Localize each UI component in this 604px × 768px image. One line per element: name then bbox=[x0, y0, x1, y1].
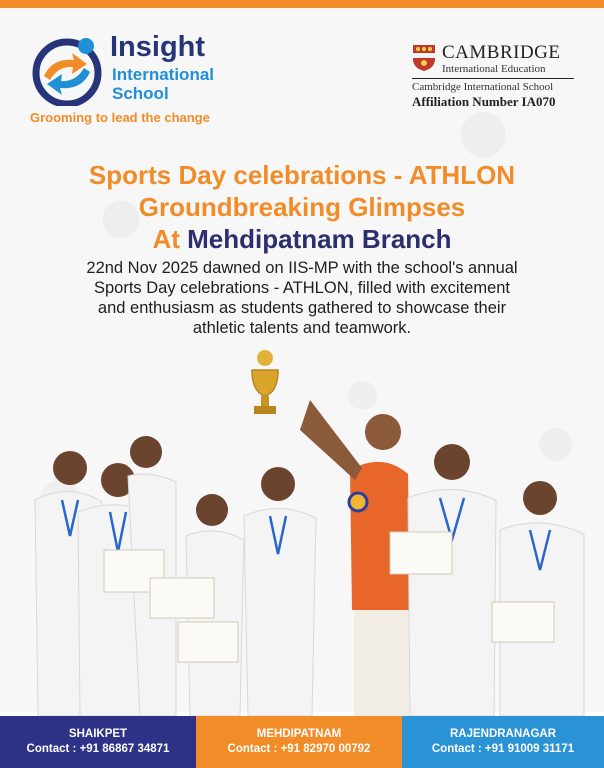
affiliation-number: Affiliation Number IA070 bbox=[412, 94, 556, 109]
headline-branch: Mehdipatnam Branch bbox=[187, 224, 452, 254]
headline-at: At bbox=[152, 224, 180, 254]
headline-line3 bbox=[0, 224, 604, 254]
cambridge-school-type: Cambridge International School bbox=[412, 81, 554, 93]
branch-name: MEHDIPATNAM bbox=[256, 728, 342, 740]
branch-contact: Contact : +91 82970 00792 bbox=[227, 743, 371, 755]
trophy-icon bbox=[252, 350, 278, 414]
cambridge-name: CAMBRIDGE bbox=[442, 42, 561, 63]
event-photo bbox=[0, 340, 604, 716]
cambridge-subtitle: International Education bbox=[442, 63, 546, 75]
branch-contact: Contact : +91 91009 31171 bbox=[431, 743, 575, 755]
cambridge-shield-icon bbox=[412, 44, 436, 72]
school-tagline: Grooming to lead the change bbox=[30, 110, 210, 125]
school-logo-icon bbox=[32, 36, 102, 106]
footer-branch-rajendranagar bbox=[402, 716, 604, 768]
event-description bbox=[50, 258, 554, 338]
footer-branch-mehdipatnam bbox=[196, 716, 402, 768]
cambridge-affiliation bbox=[412, 44, 582, 114]
description-line: Sports Day celebrations - ATHLON, filled with excitement bbox=[93, 279, 511, 297]
school-name-line3: School bbox=[112, 84, 169, 103]
headline-line1: Sports Day celebrations - ATHLON bbox=[88, 160, 516, 190]
school-logo bbox=[28, 30, 228, 130]
footer-branch-shaikpet bbox=[0, 716, 196, 768]
school-name: Insight bbox=[110, 31, 206, 63]
headline-line2: Groundbreaking Glimpses bbox=[138, 192, 466, 222]
description-line: athletic talents and teamwork. bbox=[192, 319, 412, 337]
top-accent-bar bbox=[0, 0, 604, 8]
branch-contact: Contact : +91 86867 34871 bbox=[26, 743, 170, 755]
description-line: and enthusiasm as students gathered to showcase their bbox=[97, 299, 507, 317]
branch-name: RAJENDRANAGAR bbox=[449, 728, 557, 740]
school-name-line2: International bbox=[112, 65, 215, 84]
footer-contacts bbox=[0, 716, 604, 768]
cambridge-divider bbox=[412, 78, 574, 79]
description-line: 22nd Nov 2025 dawned on IIS-MP with the school's annual bbox=[86, 259, 518, 277]
branch-name: SHAIKPET bbox=[68, 728, 128, 740]
